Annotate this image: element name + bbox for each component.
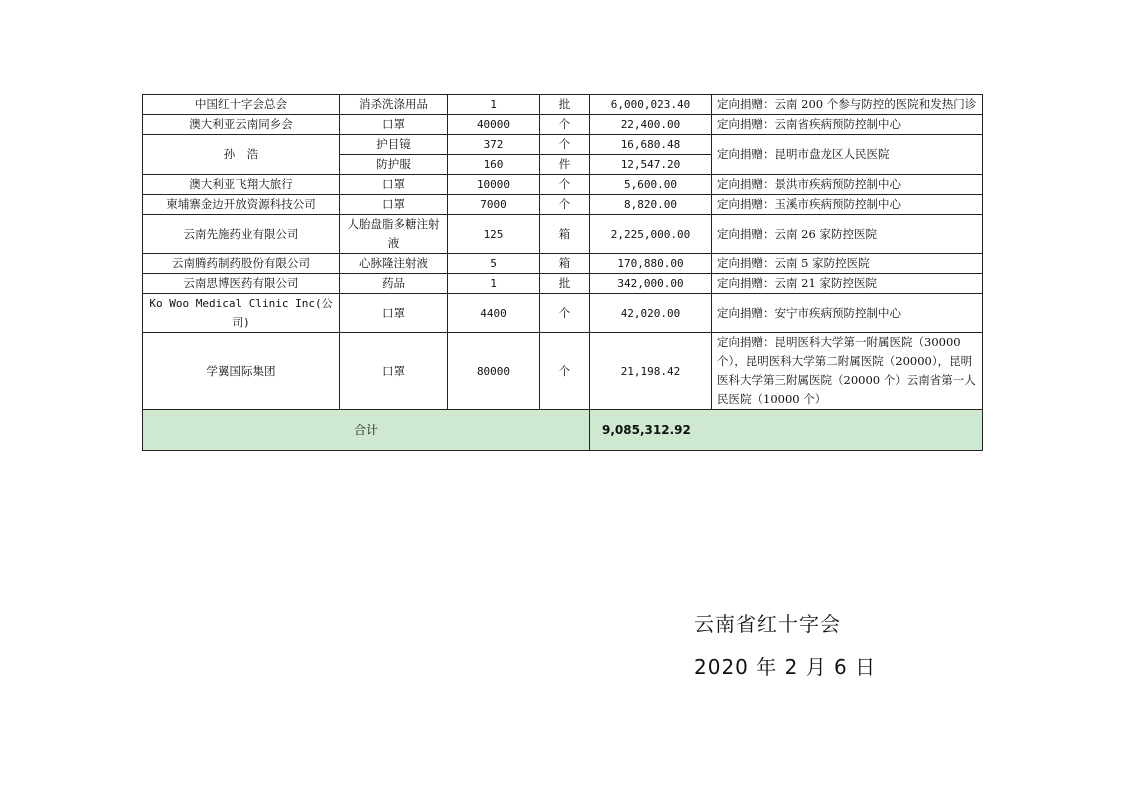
unit-cell: 箱	[540, 254, 590, 274]
item-cell: 口罩	[340, 115, 448, 135]
amount-cell: 21,198.42	[590, 333, 712, 410]
usage-cell: 定向捐赠：云南 21 家防控医院	[712, 274, 983, 294]
table-row	[143, 195, 983, 215]
item-cell: 护目镜	[340, 135, 448, 155]
usage-cell: 定向捐赠：云南省疾病预防控制中心	[712, 115, 983, 135]
item-cell: 药品	[340, 274, 448, 294]
amount-cell: 8,820.00	[590, 195, 712, 215]
unit-cell: 个	[540, 294, 590, 333]
usage-cell: 定向捐赠：昆明市盘龙区人民医院	[712, 135, 983, 175]
item-cell: 口罩	[340, 195, 448, 215]
total-label: 合计	[143, 410, 590, 451]
table-row	[143, 115, 983, 135]
donor-cell: 孙 浩	[143, 135, 340, 175]
unit-cell: 个	[540, 175, 590, 195]
signature-organization: 云南省红十字会	[694, 612, 841, 636]
unit-cell: 个	[540, 115, 590, 135]
item-cell: 消杀洗涤用品	[340, 95, 448, 115]
amount-cell: 6,000,023.40	[590, 95, 712, 115]
quantity-cell: 1	[448, 95, 540, 115]
total-row	[143, 410, 983, 451]
amount-cell: 342,000.00	[590, 274, 712, 294]
donor-cell: Ko Woo Medical Clinic Inc(公司)	[143, 294, 340, 333]
unit-cell: 批	[540, 95, 590, 115]
item-cell: 心脉隆注射液	[340, 254, 448, 274]
amount-cell: 170,880.00	[590, 254, 712, 274]
item-cell: 口罩	[340, 333, 448, 410]
amount-cell: 12,547.20	[590, 155, 712, 175]
quantity-cell: 4400	[448, 294, 540, 333]
item-cell: 人胎盘脂多糖注射液	[340, 215, 448, 254]
unit-cell: 个	[540, 195, 590, 215]
donor-cell: 云南思博医药有限公司	[143, 274, 340, 294]
usage-cell: 定向捐赠：玉溪市疾病预防控制中心	[712, 195, 983, 215]
amount-cell: 42,020.00	[590, 294, 712, 333]
donor-cell: 中国红十字会总会	[143, 95, 340, 115]
quantity-cell: 40000	[448, 115, 540, 135]
donor-cell: 澳大利亚云南同乡会	[143, 115, 340, 135]
item-cell: 口罩	[340, 175, 448, 195]
quantity-cell: 372	[448, 135, 540, 155]
table-row	[143, 215, 983, 254]
usage-cell: 定向捐赠：昆明医科大学第一附属医院（30000 个），昆明医科大学第二附属医院（20000），昆明医科大学第三附属医院（20000 个）云南省第一人民医院（10000 个）	[712, 333, 983, 410]
donor-cell: 云南腾药制药股份有限公司	[143, 254, 340, 274]
donor-cell: 云南先施药业有限公司	[143, 215, 340, 254]
item-cell: 口罩	[340, 294, 448, 333]
amount-cell: 5,600.00	[590, 175, 712, 195]
quantity-cell: 80000	[448, 333, 540, 410]
unit-cell: 箱	[540, 215, 590, 254]
table-row	[143, 333, 983, 410]
total-amount: 9,085,312.92	[590, 410, 983, 451]
donor-cell: 澳大利亚飞翔大旅行	[143, 175, 340, 195]
usage-cell: 定向捐赠：云南 5 家防控医院	[712, 254, 983, 274]
table-row	[143, 254, 983, 274]
quantity-cell: 160	[448, 155, 540, 175]
usage-cell: 定向捐赠：安宁市疾病预防控制中心	[712, 294, 983, 333]
table-row	[143, 135, 983, 155]
unit-cell: 个	[540, 135, 590, 155]
donor-cell: 学翼国际集团	[143, 333, 340, 410]
table-row	[143, 294, 983, 333]
item-cell: 防护服	[340, 155, 448, 175]
quantity-cell: 5	[448, 254, 540, 274]
usage-cell: 定向捐赠：景洪市疾病预防控制中心	[712, 175, 983, 195]
usage-cell: 定向捐赠：云南 200 个参与防控的医院和发热门诊	[712, 95, 983, 115]
table-row	[143, 95, 983, 115]
unit-cell: 件	[540, 155, 590, 175]
table-row	[143, 175, 983, 195]
table-row	[143, 274, 983, 294]
quantity-cell: 1	[448, 274, 540, 294]
quantity-cell: 125	[448, 215, 540, 254]
amount-cell: 2,225,000.00	[590, 215, 712, 254]
unit-cell: 批	[540, 274, 590, 294]
amount-cell: 22,400.00	[590, 115, 712, 135]
quantity-cell: 10000	[448, 175, 540, 195]
unit-cell: 个	[540, 333, 590, 410]
donation-table	[142, 94, 983, 451]
quantity-cell: 7000	[448, 195, 540, 215]
usage-cell: 定向捐赠：云南 26 家防控医院	[712, 215, 983, 254]
donor-cell: 柬埔寨金边开放资源科技公司	[143, 195, 340, 215]
amount-cell: 16,680.48	[590, 135, 712, 155]
signature-date: 2020 年 2 月 6 日	[694, 655, 877, 679]
